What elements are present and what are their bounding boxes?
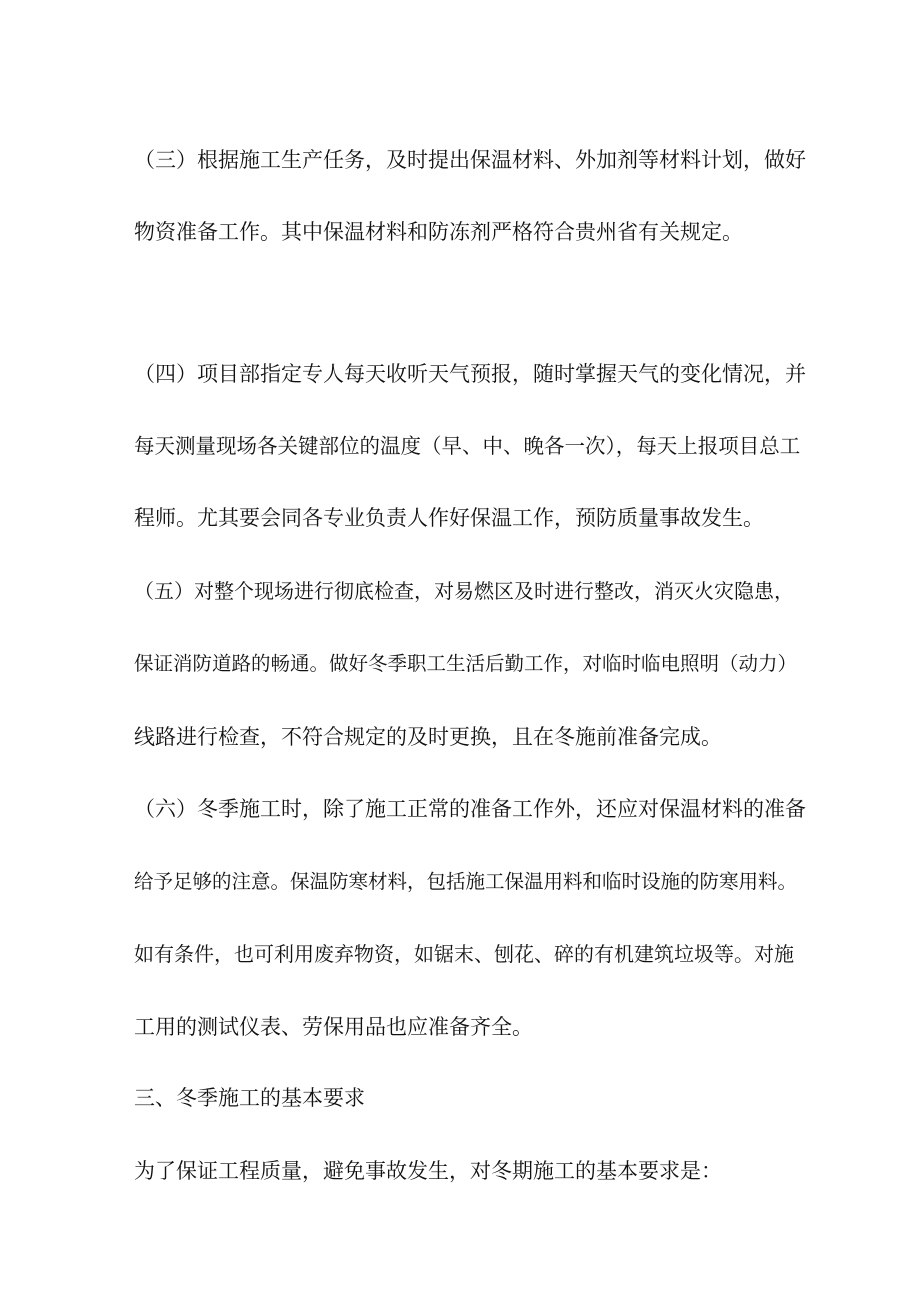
paragraph-5-line-2: 保证消防道路的畅通。做好冬季职工生活后勤工作，对临时临电照明（动力） xyxy=(134,652,798,675)
paragraph-3-line-2: 物资准备工作。其中保温材料和防冻剂严格符合贵州省有关规定。 xyxy=(134,220,743,244)
paragraph-5-line-1: （五）对整个现场进行彻底检查，对易燃区及时进行整改，消灭火灾隐患， xyxy=(134,579,794,603)
paragraph-4-line-3: 程师。尤其要会同各专业负责人作好保温工作，预防质量事故发生。 xyxy=(134,506,764,530)
paragraph-4-line-1: （四）项目部指定专人每天收听天气预报，随时掌握天气的变化情况，并 xyxy=(134,362,806,386)
intro-sentence: 为了保证工程质量，避免事故发生，对冬期施工的基本要求是： xyxy=(134,1159,722,1183)
section-heading-3: 三、冬季施工的基本要求 xyxy=(134,1086,365,1110)
paragraph-6-line-2: 给予足够的注意。保温防寒材料，包括施工保温用料和临时设施的防寒用料。 xyxy=(134,870,798,893)
paragraph-4-line-2: 每天测量现场各关键部位的温度（早、中、晚各一次），每天上报项目总工 xyxy=(134,434,801,458)
paragraph-3-line-1: （三）根据施工生产任务，及时提出保温材料、外加剂等材料计划，做好 xyxy=(134,148,806,172)
paragraph-6-line-3: 如有条件，也可利用废弃物资，如锯末、刨花、碎的有机建筑垃圾等。对施 xyxy=(134,942,794,966)
paragraph-6-line-4: 工用的测试仪表、劳保用品也应准备齐全。 xyxy=(134,1015,533,1039)
paragraph-6-line-1: （六）冬季施工时，除了施工正常的准备工作外，还应对保温材料的准备 xyxy=(134,797,806,821)
paragraph-5-line-3: 线路进行检查，不符合规定的及时更换，且在冬施前准备完成。 xyxy=(134,725,722,749)
